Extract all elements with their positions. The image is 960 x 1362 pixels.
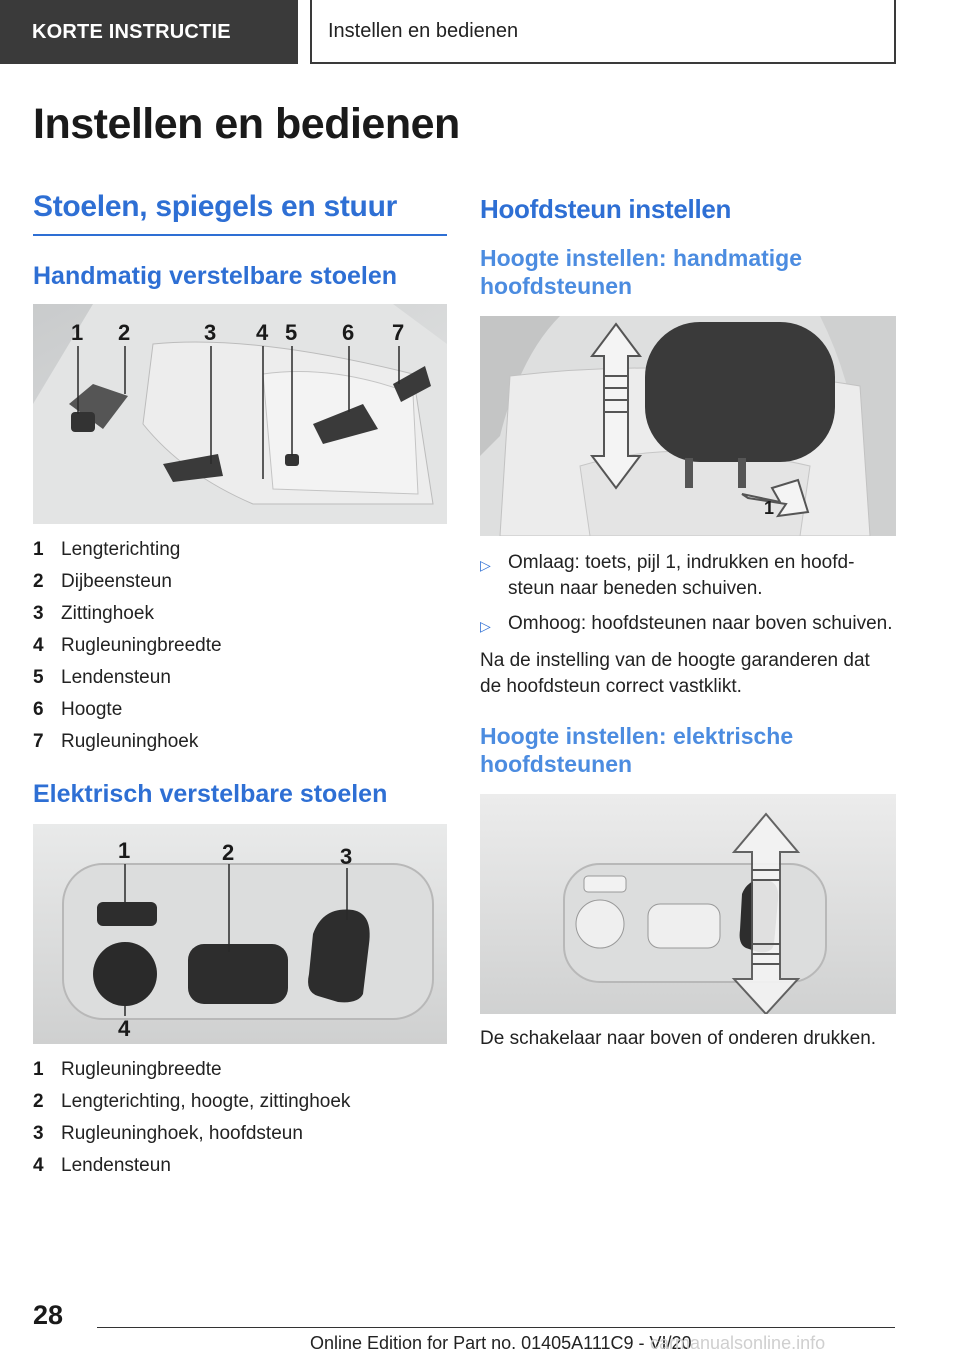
electric-seat-legend: [33, 1054, 447, 1182]
section-tab: [0, 0, 298, 64]
manual-headrest-illustration: [480, 316, 896, 536]
list-item: 2 Lengterichting, hoogte, zittinghoek: [33, 1091, 351, 1112]
callout-6: 6: [342, 320, 355, 345]
callout-7: 7: [392, 320, 405, 345]
electric-headrest-illustration: [480, 794, 896, 1014]
edition-text: Online Edition for Part no. 01405A111C9 - VI/20: [310, 1333, 692, 1353]
manual-headrest-photo: [480, 316, 896, 536]
heading-electric-seats: Elektrisch verstelbare stoelen: [33, 780, 388, 808]
right-column: [480, 190, 896, 1052]
watermark: carmanualsonline.info: [650, 1333, 826, 1353]
electric-headrest-photo: [480, 794, 896, 1014]
triangle-icon: ▷: [480, 618, 491, 634]
callout-4: 4: [256, 320, 269, 345]
callout-5: 5: [285, 320, 298, 345]
list-item: 1 Lengterichting: [33, 539, 181, 560]
page-title: Instellen en bedienen: [33, 100, 460, 148]
chapter-tab: [310, 0, 896, 64]
manual-seat-photo: [33, 304, 447, 524]
list-item: 5 Lendensteun: [33, 667, 171, 688]
list-item: ▷ Omhoog: hoofdsteunen naar boven schuiven.: [480, 611, 896, 639]
footer-rule: [97, 1327, 895, 1328]
list-item: 3 Rugleuninghoek, hoofdsteun: [33, 1123, 303, 1144]
electric-seat-photo: [33, 824, 447, 1044]
callout-1: 1: [764, 498, 775, 518]
section-heading-headrest: Hoofdsteun instellen: [480, 194, 732, 224]
callout-3: 3: [204, 320, 217, 345]
list-item: 6 Hoogte: [33, 699, 123, 720]
manual-seat-illustration: [33, 304, 447, 524]
chapter-label: Instellen en bedienen: [328, 19, 519, 42]
callout-2: 2: [222, 840, 235, 865]
list-item: 1 Rugleuningbreedte: [33, 1059, 222, 1080]
manual-seat-legend: [33, 534, 447, 758]
page-number: 28: [33, 1300, 64, 1330]
list-item: 2 Dijbeensteun: [33, 571, 172, 592]
list-item: ▷ Omlaag: toets, pijl 1, indrukken en hoofd-steun naar beneden schuiven.: [480, 550, 896, 602]
section-heading-seats: Stoelen, spiegels en stuur: [33, 190, 447, 236]
electric-headrest-note: De schakelaar naar boven of onderen drukken.: [480, 1028, 877, 1049]
triangle-icon: ▷: [480, 557, 491, 573]
heading-manual-headrest: Hoogte instellen: handmatige hoofdsteunen: [480, 245, 803, 299]
callout-3: 3: [340, 844, 353, 869]
callout-1: 1: [71, 320, 84, 345]
electric-seat-illustration: [33, 824, 447, 1044]
heading-manual-seats: Handmatig verstelbare stoelen: [33, 262, 398, 290]
list-item: 7 Rugleuninghoek: [33, 731, 199, 752]
headrest-steps: [480, 550, 896, 639]
heading-electric-headrest: Hoogte instellen: elektrische hoofdsteunen: [480, 723, 794, 777]
left-column: [33, 190, 447, 1182]
callout-2: 2: [118, 320, 131, 345]
section-label: KORTE INSTRUCTIE: [32, 20, 231, 43]
headrest-note: Na de instelling van de hoogte garanderen dat de hoofdsteun correct vastklikt.: [480, 650, 870, 697]
list-item: 4 Rugleuningbreedte: [33, 635, 222, 656]
list-item: 4 Lendensteun: [33, 1155, 171, 1176]
list-item: 3 Zittinghoek: [33, 603, 154, 624]
callout-4: 4: [118, 1016, 131, 1041]
callout-1: 1: [118, 838, 131, 863]
